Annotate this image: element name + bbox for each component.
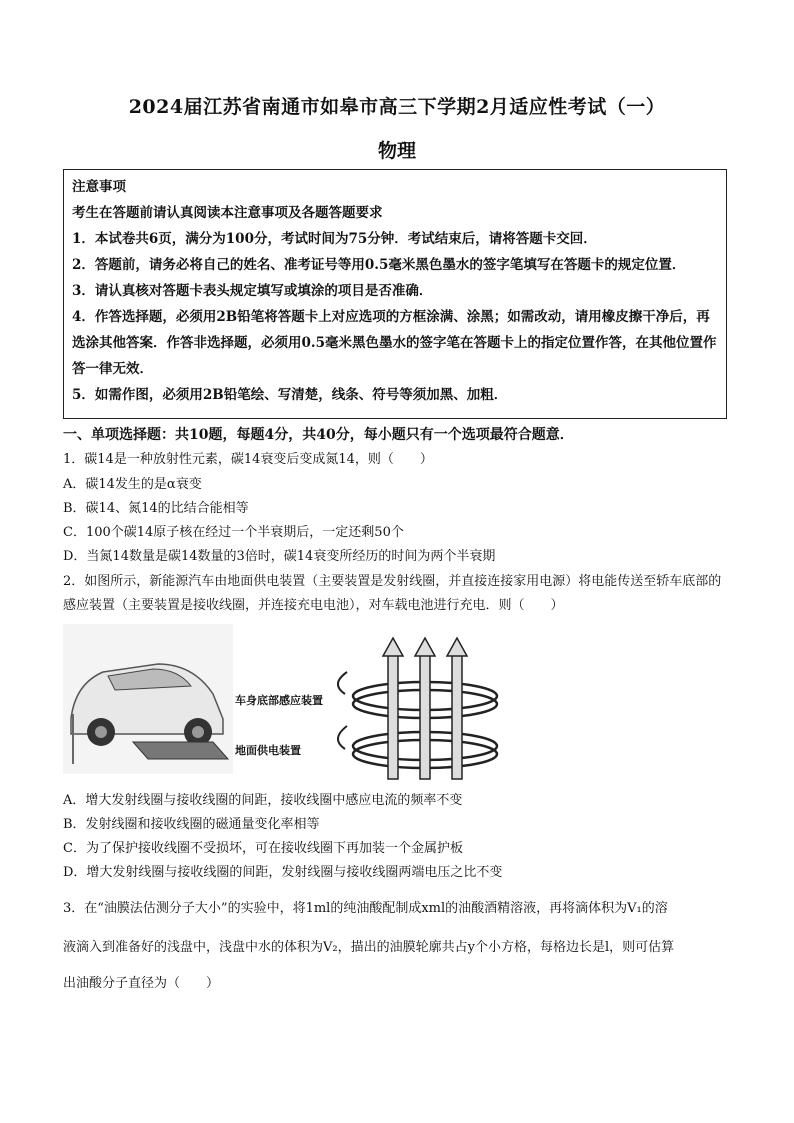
notice-item: 1．本试卷共6页，满分为100分，考试时间为75分钟．考试结束后，请将答题卡交回． bbox=[72, 231, 597, 247]
question-1-option-b: B．碳14、氮14的比结合能相等 bbox=[63, 501, 249, 516]
magnetic-field-diagram bbox=[235, 634, 500, 784]
notice-item: 5．如需作图，必须用2B铅笔绘、写清楚，线条、符号等须加黑、加粗． bbox=[72, 387, 508, 403]
notice-item: 2．答题前，请务必将自己的姓名、准考证号等用0.5毫米黑色墨水的签字笔填写在答题卡的规定位置． bbox=[72, 257, 686, 273]
section-heading: 一、单项选择题：共10题，每题4分，共40分，每小题只有一个选项最符合题意． bbox=[63, 427, 574, 443]
question-2-option-c: C．为了保护接收线圈不受损坏，可在接收线圈下再加装一个金属护板 bbox=[63, 841, 463, 856]
wireless-charging-figure bbox=[63, 624, 473, 784]
label-car-receiver: 车身底部感应装置 bbox=[235, 694, 323, 707]
question-3-stem-line-1: 3．在“油膜法估测分子大小”的实验中，将1ml的纯油酸配制成xml的油酸酒精溶液，再将滴体积为V₁的溶 bbox=[63, 901, 668, 916]
label-ground-transmitter: 地面供电装置 bbox=[235, 744, 301, 757]
question-3-stem-line-3: 出油酸分子直径为（ ） bbox=[63, 976, 220, 991]
page-title: 2024届江苏省南通市如皋市高三下学期2月适应性考试（一） bbox=[128, 96, 666, 118]
question-1-option-c: C．100个碳14原子核在经过一个半衰期后，一定还剩50个 bbox=[63, 525, 404, 540]
question-2-stem: 2．如图所示，新能源汽车由地面供电装置（主要装置是发射线圈，并直接连接家用电源）将电能传送至轿车底部的感应装置（主要装置是接收线圈，并连接充电电池），对车载电池进行充电．则（ ） bbox=[63, 574, 722, 613]
notice-heading: 注意事项 bbox=[72, 179, 126, 195]
notice-item: 4．作答选择题，必须用2B铅笔将答题卡上对应选项的方框涂满、涂黑；如需改动，请用橡皮擦干净后，再选涂其他答案．作答非选择题，必须用0.5毫米黑色墨水的签字笔在答题卡上的指定位置作答，在其他位置作答一律无效． bbox=[72, 309, 717, 377]
notice-item: 3．请认真核对答题卡表头规定填写或填涂的项目是否准确． bbox=[72, 283, 433, 299]
question-1-stem: 1．碳14是一种放射性元素，碳14衰变后变成氮14，则（ ） bbox=[63, 452, 433, 467]
notice-box bbox=[63, 169, 727, 419]
question-3-stem-line-2: 液滴入到准备好的浅盘中，浅盘中水的体积为V₂，描出的油膜轮廓共占y个小方格，每格边长是l，则可估算 bbox=[63, 940, 675, 955]
notice-intro: 考生在答题前请认真阅读本注意事项及各题答题要求 bbox=[72, 205, 383, 221]
question-1-option-d: D．当氮14数量是碳14数量的3倍时，碳14衰变所经历的时间为两个半衰期 bbox=[63, 549, 496, 564]
question-2-option-b: B．发射线圈和接收线圈的磁通量变化率相等 bbox=[63, 817, 320, 832]
car-photo-illustration bbox=[63, 624, 233, 774]
question-1-option-a: A．碳14发生的是α衰变 bbox=[63, 477, 202, 492]
question-2-option-d: D．增大发射线圈与接收线圈的间距，发射线圈与接收线圈两端电压之比不变 bbox=[63, 865, 503, 880]
question-2-option-a: A．增大发射线圈与接收线圈的间距，接收线圈中感应电流的频率不变 bbox=[63, 793, 463, 808]
subject-title: 物理 bbox=[377, 140, 416, 162]
